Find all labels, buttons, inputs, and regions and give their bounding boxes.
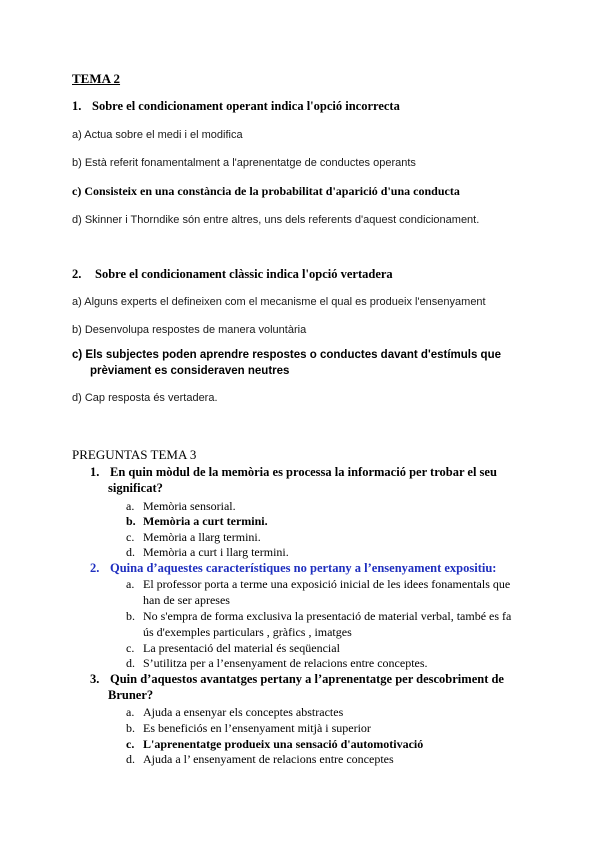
t3-question-2-number: 2. — [90, 561, 100, 575]
question-2-text: Sobre el condicionament clàssic indica l'opció vertadera — [95, 267, 393, 281]
question-2-heading — [72, 267, 393, 282]
t3-question-2-text: Quina d’aquestes característiques no pertany a l’ensenyament expositiu: — [110, 561, 497, 575]
question-2-option-d: d) Cap resposta és vertadera. — [72, 392, 218, 404]
t3-q2-option-d: d. S’utilitza per a l’ensenyament de relacions entre conceptes. — [126, 656, 428, 670]
question-1-option-c: c) Consisteix en una constància de la probabilitat d'aparició d'una conducta — [72, 184, 460, 198]
t3-q3-option-c: c. L'aprenentatge produeix una sensació d'automotivació — [126, 737, 424, 751]
t3-question-1-line-1 — [90, 465, 497, 480]
section-title-tema-3: PREGUNTAS TEMA 3 — [72, 447, 197, 462]
t3-q1-option-a: a. Memòria sensorial. — [126, 499, 236, 513]
t3-q2-option-b-line-1: b. No s'empra de forma exclusiva la presentació de material verbal, també es fa — [126, 609, 512, 623]
t3-q3-option-b: b. Es beneficiós en l’ensenyament mitjà i superior — [126, 721, 371, 735]
t3-q3-option-d: d. Ajuda a l’ ensenyament de relacions entre conceptes — [126, 752, 394, 766]
question-2-option-a: a) Alguns experts el defineixen com el mecanisme el qual es produeix l'ensenyament — [72, 296, 486, 308]
t3-question-1-number: 1. — [90, 465, 100, 479]
t3-question-2-line-1 — [90, 561, 496, 576]
question-1-text: Sobre el condicionament operant indica l'opció incorrecta — [92, 99, 400, 113]
t3-question-3-line-1 — [90, 672, 504, 687]
t3-q1-option-b: b. Memòria a curt termini. — [126, 514, 268, 528]
question-1-heading — [72, 99, 400, 114]
question-2-option-b: b) Desenvolupa respostes de manera voluntària — [72, 324, 307, 336]
t3-q3-option-a: a. Ajuda a ensenyar els conceptes abstractes — [126, 705, 344, 719]
t3-question-3-number: 3. — [90, 672, 100, 686]
t3-q2-option-b-line-2: ús d'exemples particulars , gràfics , imatges — [143, 625, 352, 639]
question-2-number: 2. — [72, 267, 82, 281]
t3-question-1-text: En quin mòdul de la memòria es processa la informació per trobar el seu — [110, 465, 497, 479]
t3-question-3-text: Quin d’aquestos avantatges pertany a l’aprenentatge per descobriment de — [110, 672, 504, 686]
question-1-option-b: b) Està referit fonamentalment a l'aprenentatge de conductes operants — [72, 157, 416, 169]
question-1-number: 1. — [72, 99, 82, 113]
t3-q2-option-a-line-1: a. El professor porta a terme una exposició inicial de les idees fonamentals que — [126, 577, 511, 591]
t3-q2-option-c: c. La presentació del material és seqüencial — [126, 641, 340, 655]
question-1-option-a: a) Actua sobre el medi i el modifica — [72, 129, 243, 141]
question-2-option-c-line-1: c) Els subjectes poden aprendre respostes o conductes davant d'estímuls que — [72, 349, 501, 361]
t3-q1-option-c: c. Memòria a llarg termini. — [126, 530, 261, 544]
section-title-tema-2: TEMA 2 — [72, 71, 121, 86]
t3-q1-option-d: d. Memòria a curt i llarg termini. — [126, 545, 289, 559]
question-2-option-c-line-2: prèviament es consideraven neutres — [90, 365, 290, 377]
t3-q2-option-a-line-2: han de ser apreses — [143, 593, 230, 607]
question-1-option-d: d) Skinner i Thorndike són entre altres, uns dels referents d'aquest condicionament. — [72, 214, 480, 226]
t3-question-1-line-2: significat? — [108, 481, 163, 495]
t3-question-3-line-2: Bruner? — [108, 688, 154, 702]
